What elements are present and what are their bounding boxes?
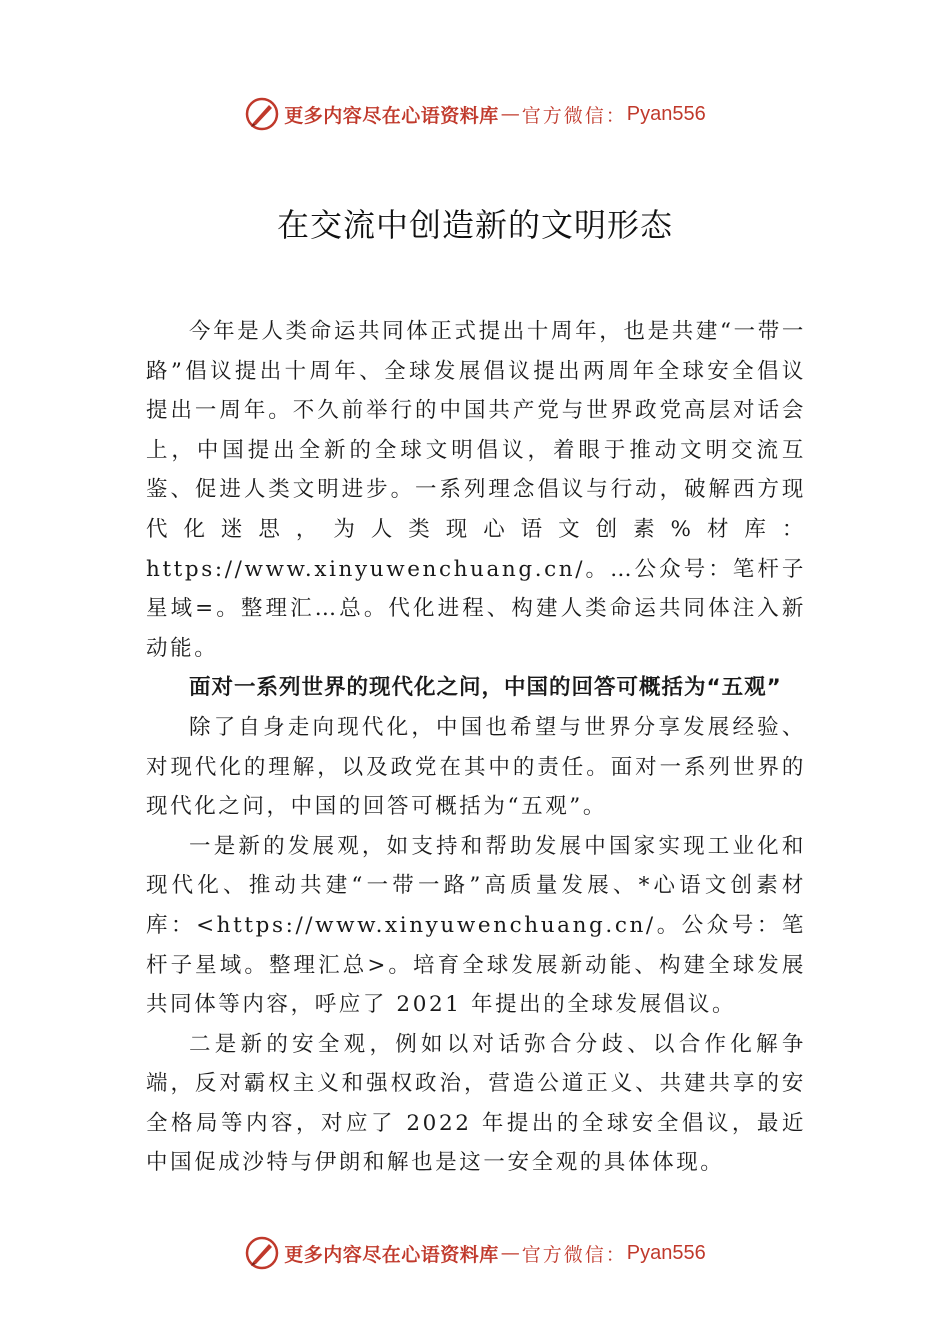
banner-text: 更多内容尽在心语资料库: [284, 1243, 499, 1266]
banner-wechat-id: Pyan556: [626, 1241, 706, 1264]
document-body: [146, 312, 806, 1183]
banner-separator: —: [500, 1242, 520, 1264]
paragraph-3: 一是新的发展观，如支持和帮助发展中国家实现工业化和现代化、推动共建“一带一路”高质量发展、*心语文创素材库：<https://www.xinyuwenchuang.cn/。公众号：笔杆子星域。整理汇总>。培育全球发展新动能、构建全球发展共同体等内容，呼应了 2021 年提出的全球发展倡议。: [146, 833, 806, 1018]
banner-wechat-id: Pyan556: [626, 102, 706, 125]
footer-watermark-banner: [0, 1233, 950, 1273]
paragraph-1: 今年是人类命运共同体正式提出十周年，也是共建“一带一路”倡议提出十周年、全球发展倡议提出两周年全球安全倡议提出一周年。不久前举行的中国共产党与世界政党高层对话会上，中国提出全新的全球文明倡议，着眼于推动文明交流互鉴、促进人类文明进步。一系列理念倡议与行动，破解西方现代化迷思，为人类现心语文创素%材库：https://www.xinyuwenchuang.cn/。…公众号：笔杆子星域=。整理汇…总。代化进程、构建人类命运共同体注入新动能。: [146, 319, 806, 661]
banner-separator: —: [500, 103, 520, 125]
section-heading: 面对一系列世界的现代化之问，中国的回答可概括为“五观”: [189, 675, 782, 701]
banner-text: 更多内容尽在心语资料库: [284, 104, 499, 127]
banner-label: 官方微信：: [521, 1243, 627, 1266]
paragraph-2: 除了自身走向现代化，中国也希望与世界分享发展经验、对现代化的理解，以及政党在其中的责任。面对一系列世界的现代化之问，中国的回答可概括为“五观”。: [146, 714, 806, 820]
banner-label: 官方微信：: [521, 104, 627, 127]
pen-logo-icon: [244, 1235, 280, 1271]
header-watermark-banner: [0, 94, 950, 134]
page-title: 在交流中创造新的文明形态: [276, 206, 673, 244]
paragraph-4: 二是新的安全观，例如以对话弥合分歧、以合作化解争端，反对霸权主义和强权政治，营造公道正义、共建共享的安全格局等内容，对应了 2022 年提出的全球安全倡议，最近中国促成沙特与伊朗和解也是这一安全观的具体体现。: [146, 1031, 806, 1176]
pen-logo-icon: [244, 96, 280, 132]
